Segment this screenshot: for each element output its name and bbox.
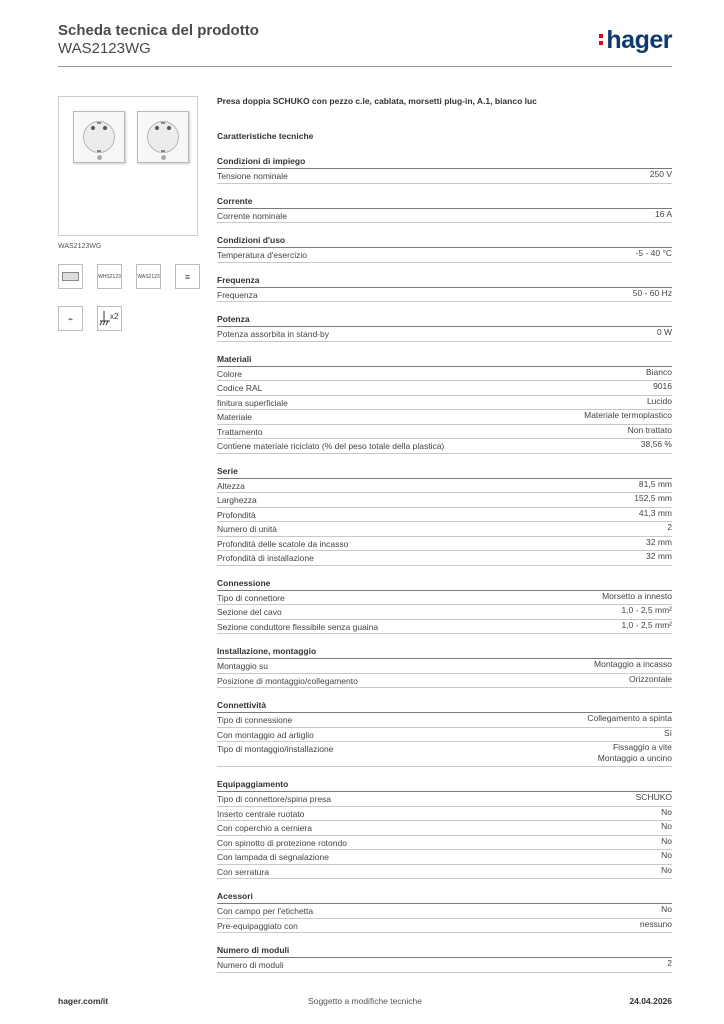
spec-value: No [661,864,672,875]
spec-value-cell [667,958,672,972]
spec-value-cell [655,209,672,223]
socket-thumb-icon[interactable] [58,264,83,289]
spec-label: Numero di unità [217,524,278,534]
section-title: Acessori [217,890,672,904]
spec-row [217,169,672,184]
socket-left-icon [73,111,125,163]
spec-value-cell [621,605,672,619]
document-title: Scheda tecnica del prodotto [58,22,259,39]
spec-label: Inserto centrale ruotato [217,808,305,819]
spec-value: No [661,821,672,831]
spec-row [217,209,672,224]
spec-value-cell [641,439,672,453]
spec-label: Larghezza [217,495,257,505]
spec-value-cell [621,620,672,634]
spec-value: No [661,835,672,846]
section-title: Serie [217,465,672,479]
spec-value: 9016 [653,381,672,391]
spec-label: Frequenza [217,289,258,300]
spec-value-cell [661,865,672,879]
section-title: Condizioni d'uso [217,234,672,248]
spec-value: -5 - 40 °C [635,248,672,258]
spec-label: Con serratura [217,866,269,877]
spec-label: Colore [217,368,243,379]
spec-section [217,577,672,635]
spec-value-cell [628,425,672,439]
spec-row [217,493,672,508]
spec-value-cell [661,807,672,821]
hager-logo[interactable] [599,26,672,55]
image-caption: WAS2123WG [58,243,102,250]
spec-section [217,195,672,224]
spec-label: Potenza assorbita in stand-by [217,329,329,339]
spec-label: Contiene materiale riciclato (% del peso totale della plastica) [217,441,445,451]
spec-value-cell [650,169,672,183]
spec-value-cell [636,248,672,262]
spec-row [217,958,672,973]
spec-value: Materiale termoplastico [584,410,672,420]
spec-value: 32 mm [646,536,672,547]
spec-label: Montaggio su [217,661,269,671]
spec-row [217,836,672,851]
spec-section [217,155,672,184]
logo-dots-icon [599,31,604,47]
page-footer [58,996,672,1010]
spec-section [217,465,672,566]
section-title: Equipaggiamento [217,778,672,792]
spec-value: 2 [667,522,672,532]
spec-row [217,865,672,880]
footer-date: 24.04.2026 [629,996,672,1006]
section-title: Numero di moduli [217,944,672,958]
spec-label: Tipo di connettore/spina presa [217,794,332,804]
spec-row [217,410,672,425]
spec-label: Con campo per l'etichetta [217,906,314,916]
spec-section [217,890,672,933]
spec-label: Altezza [217,480,245,491]
product-code-icon[interactable]: WAS2123 [136,264,161,289]
spec-section [217,778,672,879]
spec-value: No [661,806,672,817]
section-title: Materiali [217,353,672,367]
spec-value: nessuno [639,918,672,929]
spec-value-cell [661,850,672,864]
spec-value: 2 [667,958,672,968]
section-title: Frequenza [217,274,672,288]
spec-label: Pre-equipaggiato con [217,920,298,931]
spec-value-cell [587,713,672,727]
spec-row [217,605,672,620]
spec-section [217,944,672,973]
spec-value: Fissaggio a vite [612,742,672,752]
spec-row [217,396,672,411]
section-title: Connessione [217,577,672,591]
product-description: Presa doppia SCHUKO con pezzo c.le, cablata, morsetti plug-in, A.1, bianco luc [217,96,537,106]
spec-row [217,508,672,523]
spec-value: Montaggio a incasso [594,659,672,669]
spec-value-cell [594,659,672,673]
spec-value: 1,0 - 2,5 mm² [621,619,672,630]
spec-section [217,353,672,454]
spec-label: Tipo di connessione [217,715,293,725]
spec-section [217,313,672,342]
spec-row [217,522,672,537]
page-header [58,22,672,66]
section-title: Installazione, montaggio [217,645,672,659]
spec-label: Con lampada di segnalazione [217,852,329,862]
spec-value-cell [661,821,672,835]
footer-website-link[interactable]: hager.com/it [58,996,109,1006]
spec-value-cell [667,522,672,536]
spec-value-cell [634,493,672,507]
spec-value-cell [633,288,672,302]
spec-content [217,94,672,984]
footer-note: Soggetto a modifiche tecniche [308,996,422,1006]
spec-value: SCHUKO [635,792,672,802]
spec-value: 81,5 mm [638,478,672,489]
spec-value: Orizzontale [629,673,672,684]
spec-label: Numero di moduli [217,960,284,970]
spec-label: Profondità [217,509,256,520]
spec-label: Tensione nominale [217,171,288,181]
spec-row [217,248,672,263]
spec-value: 41,3 mm [638,507,672,518]
spec-value-cell [647,396,672,410]
spec-row [217,821,672,836]
section-title: Potenza [217,313,672,327]
spec-value-cell [598,742,672,766]
spec-label: Con spinotto di protezione rotondo [217,837,347,848]
spec-row [217,381,672,396]
spec-label: finitura superficiale [217,397,288,408]
spec-value-cell [584,410,672,424]
spec-value-line2: Montaggio a uncino [597,753,672,763]
spec-value-cell [636,792,672,806]
spec-label: Profondità delle scatole da incasso [217,538,349,549]
product-image[interactable] [58,96,198,236]
double-socket-picture [67,111,187,167]
socket-right-icon [137,111,189,163]
spec-value: 0 W [656,327,672,337]
spec-label: Trattamento [217,426,263,437]
spec-label: Temperatura d'esercizio [217,250,307,260]
spec-label: Con montaggio ad artiglio [217,729,314,740]
spec-section [217,699,672,767]
spec-value: 32 mm [646,551,672,561]
spec-value-cell [639,508,672,522]
tech-heading: Caratteristiche tecniche [217,131,314,141]
spec-section [217,645,672,688]
spec-value-cell [646,551,672,565]
spec-section [217,234,672,263]
spec-label: Sezione del cavo [217,607,282,617]
spec-label: Tipo di montaggio/installazione [217,744,334,754]
header-divider [58,66,672,67]
section-title: Condizioni di impiego [217,155,672,169]
spec-value: No [661,850,672,860]
spec-row [217,591,672,606]
spec-row [217,713,672,728]
spec-row [217,904,672,919]
spec-value: 1,0 - 2,5 mm² [621,605,672,615]
spec-label: Posizione di montaggio/collegamento [217,675,358,686]
product-code: WAS2123WG [58,40,151,57]
spec-value: 38,56 % [640,439,672,449]
spec-row [217,674,672,689]
spec-value-cell [640,919,672,933]
spec-value-cell [639,479,672,493]
spec-row [217,439,672,454]
spec-value: Sì [663,727,672,738]
spec-value-cell [653,381,672,395]
spec-row [217,807,672,822]
spec-value: 250 V [649,169,672,179]
spec-sections [217,155,672,973]
spec-label: Profondità di installazione [217,553,314,563]
spec-label: Codice RAL [217,383,263,393]
spec-label: Sezione conduttore flessibile senza guaina [217,621,379,632]
spec-value: Lucido [646,395,672,406]
spec-row [217,367,672,382]
spec-label: Materiale [217,412,252,422]
spec-row [217,659,672,674]
spec-value-cell [661,836,672,850]
spec-value: Non trattato [627,424,672,435]
rotated-label-icon[interactable]: WHS2123 [97,264,122,289]
spec-value-cell [629,674,672,688]
spec-value-cell [646,367,672,381]
spec-value-cell [657,327,672,341]
spec-value: No [661,904,672,914]
spec-value: 152,5 mm [634,493,672,503]
logo-text: hager [606,26,672,54]
spec-row [217,288,672,303]
spec-value-cell [646,537,672,551]
spec-section [217,274,672,303]
spec-row [217,620,672,635]
spec-row [217,551,672,566]
orientation-icon[interactable]: ≡ [175,264,200,289]
spec-row [217,742,672,767]
ground-double-icon[interactable]: x2 [97,306,122,331]
spec-row [217,479,672,494]
spec-value-cell [661,904,672,918]
spec-row [217,327,672,342]
spec-row [217,425,672,440]
section-title: Connettività [217,699,672,713]
spec-label: Tipo di connettore [217,592,285,603]
spec-value: Morsetto a innesto [602,590,672,601]
spec-row [217,537,672,552]
spec-value: Collegamento a spinta [587,713,672,723]
spec-value: 50 - 60 Hz [632,287,672,298]
spec-label: Con coperchio a cerniera [217,823,312,833]
spec-row [217,919,672,934]
spec-row [217,728,672,743]
wiring-icon[interactable]: ⌁ [58,306,83,331]
spec-row [217,850,672,865]
spec-label: Corrente nominale [217,210,287,221]
spec-value-cell [664,728,672,742]
section-title: Corrente [217,195,672,209]
spec-value-cell [602,591,672,605]
spec-value: 16 A [654,208,672,219]
spec-row [217,792,672,807]
spec-value: Bianco [646,366,672,377]
